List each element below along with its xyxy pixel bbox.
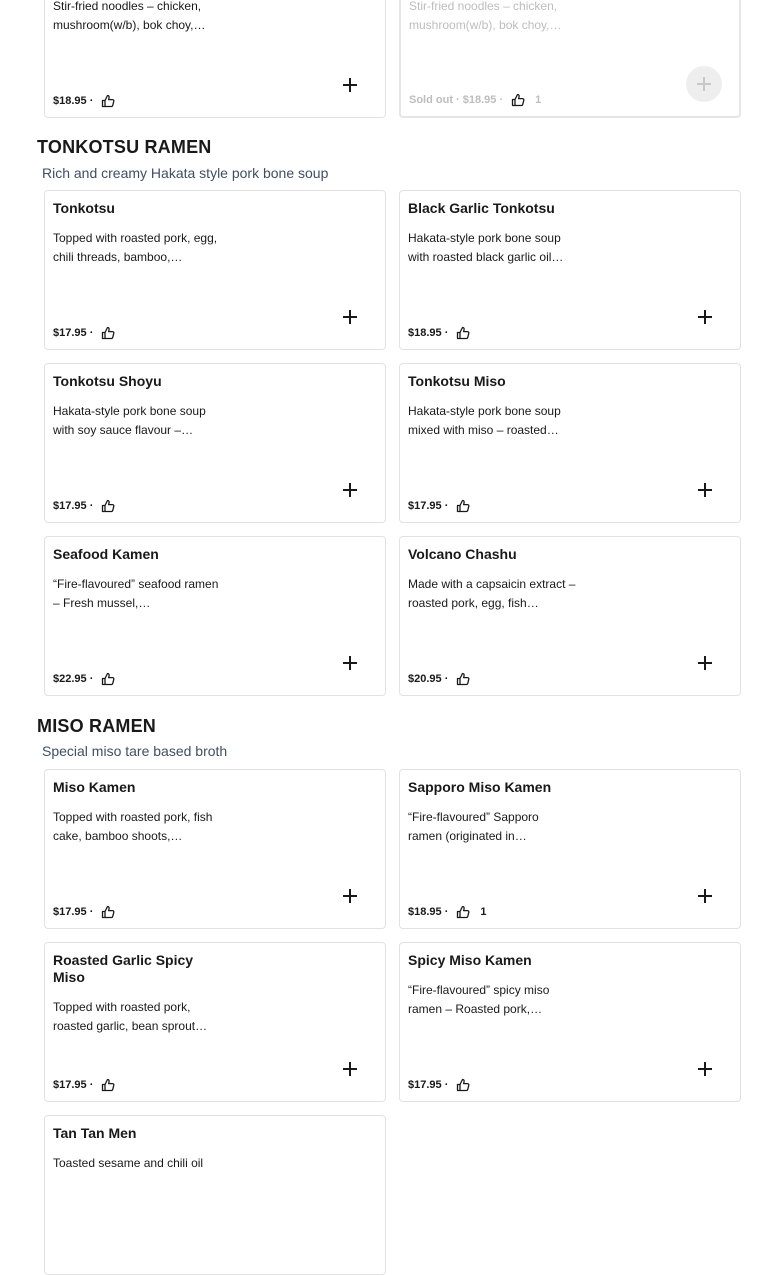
menu-item-card[interactable] [44, 190, 386, 350]
plus-icon [343, 483, 357, 497]
menu-item-card[interactable] [399, 536, 741, 696]
item-footer [53, 94, 115, 108]
item-name: Tonkotsu Shoyu [53, 373, 162, 389]
item-price: Sold out · $18.95 · [409, 94, 504, 106]
thumbs-up-icon [101, 1078, 115, 1092]
item-footer [409, 93, 541, 107]
item-description: Toasted sesame and chili oil [53, 1156, 204, 1170]
menu-item-card[interactable] [399, 190, 741, 350]
item-description: Stir-fried noodles – chicken, mushroom(w/b), bok choy,… [53, 0, 206, 32]
add-item-button[interactable] [332, 1051, 368, 1087]
item-description: Made with a capsaicin extract – roasted pork, egg, fish… [408, 577, 576, 610]
thumbs-up-icon [456, 326, 470, 340]
item-like-count: 1 [480, 906, 487, 918]
item-description: “Fire-flavoured” Sapporo ramen (originated in… [408, 810, 539, 843]
item-price: $18.95 · [53, 95, 94, 107]
add-item-button[interactable] [687, 299, 723, 335]
item-footer [408, 1078, 470, 1092]
item-description: Topped with roasted pork, fish cake, bamboo shoots,… [53, 810, 213, 843]
thumbs-up-icon [456, 905, 470, 919]
item-name: Tan Tan Men [53, 1125, 137, 1141]
item-price: $18.95 · [408, 906, 449, 918]
item-price: $20.95 · [408, 673, 449, 685]
plus-icon [343, 656, 357, 670]
item-name: Volcano Chashu [408, 546, 517, 562]
plus-icon [698, 483, 712, 497]
item-description: Stir-fried noodles – chicken, mushroom(w/b), bok choy,… [409, 0, 562, 32]
menu-item-card[interactable] [399, 769, 741, 929]
item-footer [408, 326, 470, 340]
menu-item-card[interactable] [399, 0, 741, 118]
section-title: MISO RAMEN [37, 716, 156, 736]
plus-icon [698, 889, 712, 903]
menu-item-card[interactable] [44, 942, 386, 1102]
item-footer [53, 499, 115, 513]
item-description: Hakata-style pork bone soup mixed with miso – roasted… [408, 404, 561, 437]
menu-item-card[interactable] [399, 363, 741, 523]
add-item-button[interactable] [332, 299, 368, 335]
item-description: Hakata-style pork bone soup with roasted black garlic oil… [408, 231, 564, 264]
item-description: Topped with roasted pork, roasted garlic, bean sprout… [53, 1000, 208, 1033]
item-footer [408, 672, 470, 686]
plus-icon [698, 1062, 712, 1076]
item-price: $22.95 · [53, 673, 94, 685]
thumbs-up-icon [101, 672, 115, 686]
add-item-button[interactable] [687, 1051, 723, 1087]
plus-icon [698, 310, 712, 324]
thumbs-up-icon [101, 905, 115, 919]
thumbs-up-icon [456, 672, 470, 686]
item-description: “Fire-flavoured” seafood ramen – Fresh mussel,… [53, 577, 219, 610]
item-footer [53, 1078, 115, 1092]
item-name: Sapporo Miso Kamen [408, 779, 552, 795]
item-price: $17.95 · [53, 327, 94, 339]
thumbs-up-icon [101, 94, 115, 108]
item-price: $17.95 · [53, 1079, 94, 1091]
item-price: $17.95 · [408, 1079, 449, 1091]
menu-item-card[interactable] [44, 363, 386, 523]
menu-item-card[interactable] [44, 1115, 386, 1275]
item-name: Spicy Miso Kamen [408, 952, 532, 968]
item-description: Topped with roasted pork, egg, chili threads, bamboo,… [53, 231, 218, 264]
add-item-button[interactable] [332, 645, 368, 681]
thumbs-up-icon [456, 499, 470, 513]
thumbs-up-icon [511, 93, 525, 107]
item-description: Hakata-style pork bone soup with soy sauce flavour –… [53, 404, 206, 437]
item-footer [53, 905, 115, 919]
item-name: Tonkotsu [53, 200, 115, 216]
add-item-button[interactable] [687, 472, 723, 508]
menu-item-card[interactable] [44, 0, 386, 118]
add-item-button[interactable] [687, 645, 723, 681]
item-price: $17.95 · [53, 500, 94, 512]
plus-icon [697, 77, 711, 91]
item-name: Seafood Kamen [53, 546, 159, 562]
thumbs-up-icon [456, 1078, 470, 1092]
menu-item-card[interactable] [44, 536, 386, 696]
item-like-count: 1 [535, 94, 542, 106]
item-name: Black Garlic Tonkotsu [408, 200, 555, 216]
thumbs-up-icon [101, 326, 115, 340]
plus-icon [698, 656, 712, 670]
item-name: Roasted Garlic Spicy Miso [53, 952, 194, 985]
item-description: “Fire-flavoured” spicy miso ramen – Roasted pork,… [408, 983, 550, 1016]
item-name: Miso Kamen [53, 779, 136, 795]
section-title: TONKOTSU RAMEN [37, 137, 212, 157]
item-footer [408, 499, 470, 513]
plus-icon [343, 310, 357, 324]
menu-item-card[interactable] [44, 769, 386, 929]
add-item-button[interactable] [332, 67, 368, 103]
thumbs-up-icon [101, 499, 115, 513]
item-price: $17.95 · [408, 500, 449, 512]
item-name: Tonkotsu Miso [408, 373, 506, 389]
item-footer [53, 672, 115, 686]
plus-icon [343, 78, 357, 92]
item-price: $17.95 · [53, 906, 94, 918]
item-footer [408, 905, 487, 919]
menu-item-card[interactable] [399, 942, 741, 1102]
section-subtitle: Special miso tare based broth [42, 743, 228, 759]
item-footer [53, 326, 115, 340]
section-subtitle: Rich and creamy Hakata style pork bone soup [42, 165, 329, 181]
add-item-button[interactable] [332, 472, 368, 508]
plus-icon [343, 1062, 357, 1076]
item-price: $18.95 · [408, 327, 449, 339]
add-item-button[interactable] [332, 878, 368, 914]
add-item-button[interactable] [687, 878, 723, 914]
add-item-button[interactable] [686, 66, 722, 102]
plus-icon [343, 889, 357, 903]
